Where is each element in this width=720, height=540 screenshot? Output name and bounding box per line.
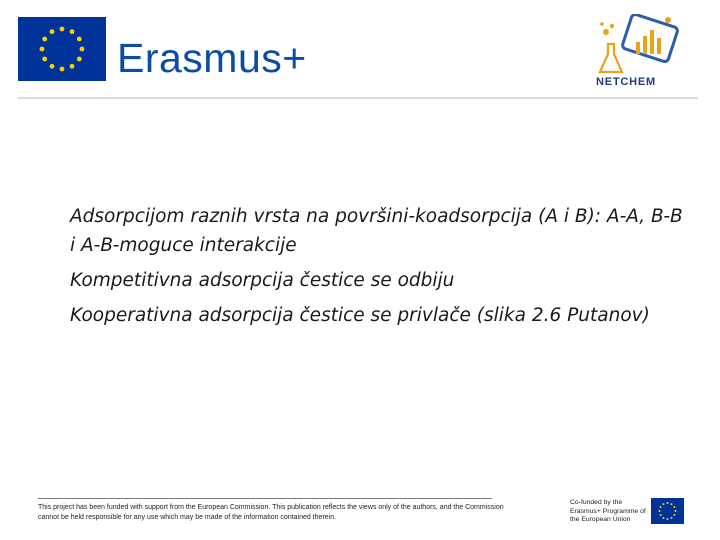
paragraph-coadsorption: Adsorpcijom raznih vrsta na površini-koadsorpcija (A i B): A-A, B-B i A-B-moguce interakcije <box>70 206 683 256</box>
slide-body <box>70 202 690 336</box>
funding-disclaimer: This project has been funded with support from the European Commission. This publication reflects the views only of the authors, and the Commission cannot be held responsible for any use which may be made of the information contained therein. <box>38 504 504 521</box>
paragraph-cooperative: Kooperativna adsorpcija čestice se privlače (slika 2.6 Putanov) <box>70 305 650 326</box>
cofunded-label: Co-funded by the Erasmus+ Programme of the European Union <box>570 499 646 523</box>
paragraph-competitive: Kompetitivna adsorpcija čestice se odbiju <box>70 270 455 291</box>
eu-flag-icon <box>18 17 106 81</box>
erasmus-plus-title: Erasmus+ <box>117 35 307 81</box>
eu-flag-small-icon <box>651 498 684 524</box>
netchem-wordmark: NETCHEM <box>596 76 656 88</box>
header-divider <box>18 97 698 99</box>
footer-divider <box>38 498 492 499</box>
